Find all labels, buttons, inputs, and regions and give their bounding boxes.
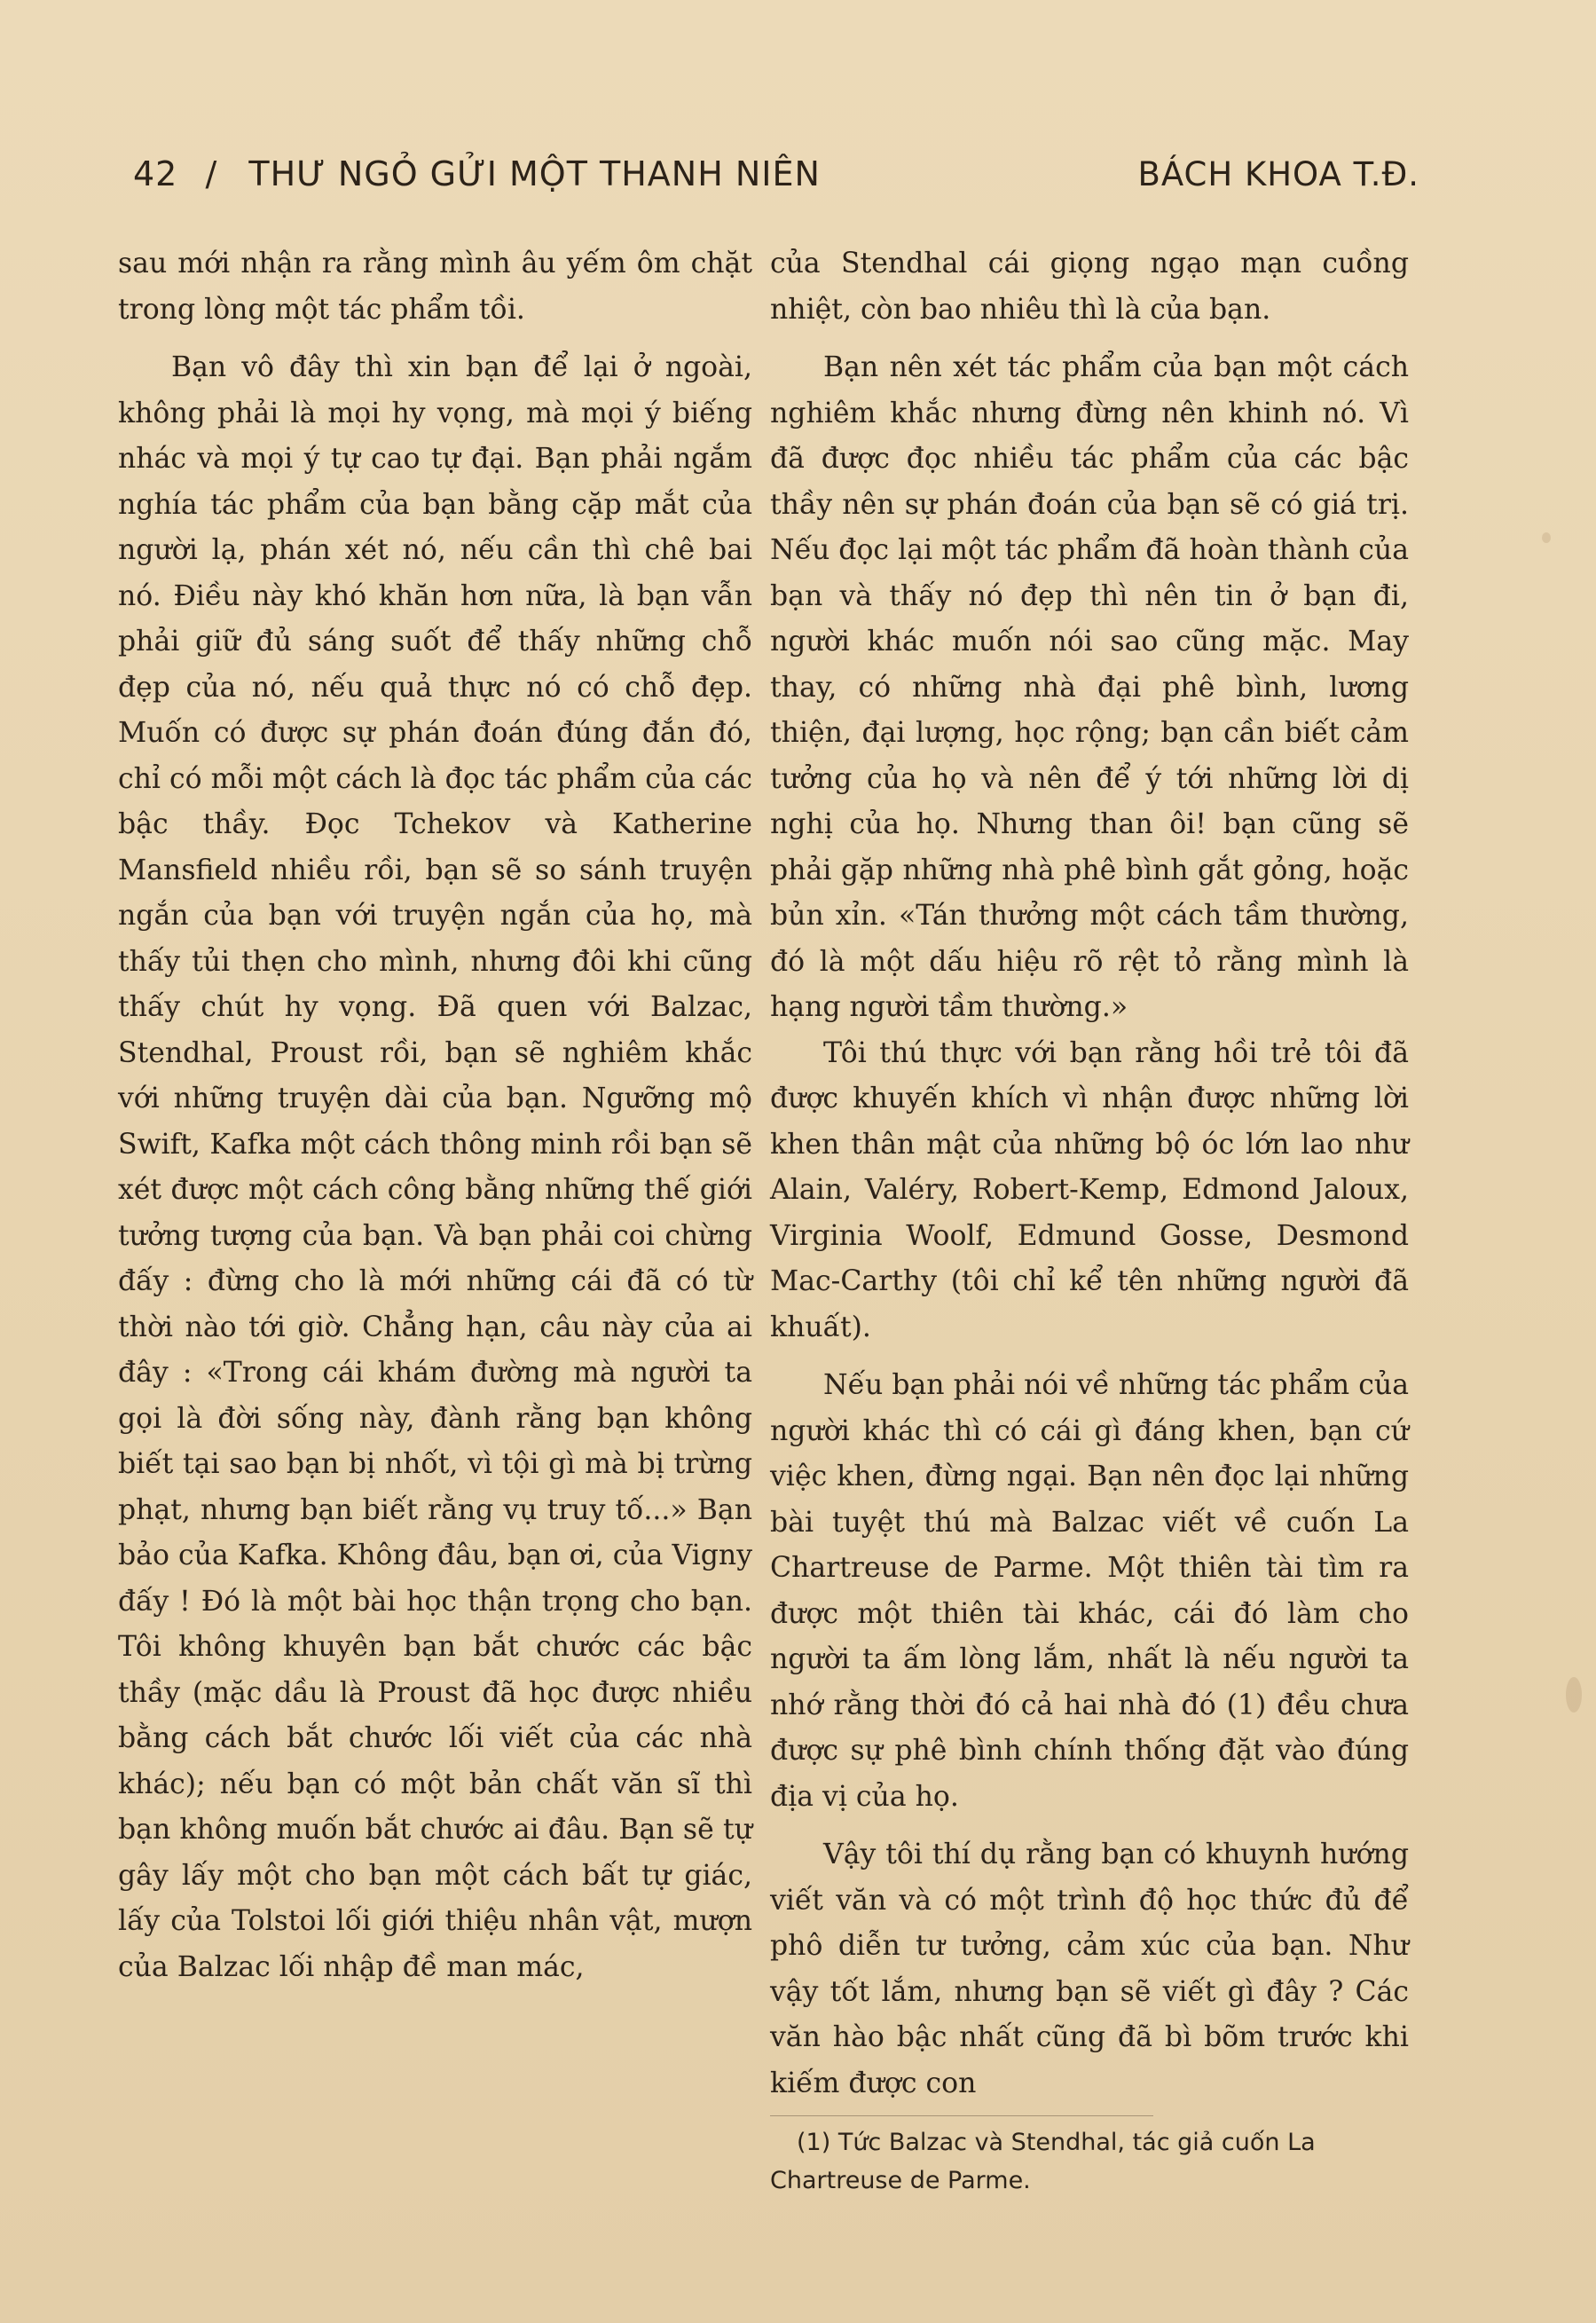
running-header <box>133 140 1419 193</box>
running-title: THƯ NGỎ GỬI MỘT THANH NIÊN <box>248 154 821 193</box>
paragraph: sau mới nhận ra rằng mình âu yếm ôm chặt trong lòng một tác phẩm tồi. <box>118 248 752 326</box>
page-number: 42 <box>133 154 178 193</box>
right-column <box>770 241 1409 2200</box>
paragraph: Nếu bạn phải nói về những tác phẩm của người khác thì có cái gì đáng khen, bạn cứ việc khen, đừng ngại. Bạn nên đọc lại những bài tuyệt thú mà Balzac viết về cuốn La Chartreuse de Parme. Một thiên tài tìm ra được một thiên tài khác, cái đó làm cho người ta ấm lòng lắm, nhất là nếu người ta nhớ rằng thời đó cả hai nhà đó (1) đều chưa được sự phê bình chính thống đặt vào đúng địa vị của họ. <box>770 1369 1409 1813</box>
paragraph: Bạn nên xét tác phẩm của bạn một cách nghiêm khắc nhưng đừng nên khinh nó. Vì đã được đọc nhiều tác phẩm của các bậc thầy nên sự phán đoán của bạn sẽ có giá trị. Nếu đọc lại một tác phẩm đã hoàn thành của bạn và thấy nó đẹp thì nên tin ở bạn đi, người khác muốn nói sao cũng mặc. May thay, có những nhà đại phê bình, lương thiện, đại lượng, học rộng; bạn cần biết cảm tưởng của họ và nên để ý tới những lời dị nghị của họ. Nhưng than ôi! bạn cũng sẽ phải gặp những nhà phê bình gắt gỏng, hoặc bủn xỉn. «Tán thưởng một cách tầm thường, đó là một dấu hiệu rõ rệt tỏ rằng mình là hạng người tầm thường.» <box>770 351 1409 1023</box>
paper-stain <box>1566 1677 1582 1713</box>
paragraph: của Stendhal cái giọng ngạo mạn cuồng nhiệt, còn bao nhiêu thì là của bạn. <box>770 248 1409 326</box>
left-column <box>118 241 752 1990</box>
header-left <box>133 154 821 193</box>
paper-stain <box>1542 532 1551 543</box>
paragraph: Tôi thú thực với bạn rằng hồi trẻ tôi đã được khuyến khích vì nhận được những lời khen thân mật của những bộ óc lớn lao như Alain, Valéry, Robert-Kemp, Edmond Jaloux, Virginia Woolf, Edmund Gosse, Desmond Mac-Carthy (tôi chỉ kể tên những người đã khuất). <box>770 1036 1409 1343</box>
paragraph: Vậy tôi thí dụ rằng bạn có khuynh hướng viết văn và có một trình độ học thức đủ để phô diễn tư tưởng, cảm xúc của bạn. Như vậy tốt lắm, nhưng bạn sẽ viết gì đây ? Các văn hào bậc nhất cũng đã bì bõm trước khi kiếm được con <box>770 1839 1409 2099</box>
footnote-divider <box>770 2115 1153 2116</box>
header-separator: / <box>205 154 218 193</box>
footnote: (1) Tức Balzac và Stendhal, tác giả cuốn La Chartreuse de Parme. <box>770 2129 1316 2194</box>
publication-name: BÁCH KHOA T.Đ. <box>1137 155 1419 193</box>
paragraph: Bạn vô đây thì xin bạn để lại ở ngoài, không phải là mọi hy vọng, mà mọi ý biếng nhác và mọi ý tự cao tự đại. Bạn phải ngắm nghía tác phẩm của bạn bằng cặp mắt của người lạ, phán xét nó, nếu cần thì chê bai nó. Điều này khó khăn hơn nữa, là bạn vẫn phải giữ đủ sáng suốt để thấy những chỗ đẹp của nó, nếu quả thực nó có chỗ đẹp. Muốn có được sự phán đoán đúng đắn đó, chỉ có mỗi một cách là đọc tác phẩm của các bậc thầy. Đọc Tchekov và Katherine Mansfield nhiều rồi, bạn sẽ so sánh truyện ngắn của bạn với truyện ngắn của họ, mà thấy tủi thẹn cho mình, nhưng đôi khi cũng thấy chút hy vọng. Đã quen với Balzac, Stendhal, Proust rồi, bạn sẽ nghiêm khắc với những truyện dài của bạn. Ngưỡng mộ Swift, Kafka một cách thông minh rồi bạn sẽ xét được một cách công bằng những thế giới tưởng tượng của bạn. Và bạn phải coi chừng đấy : đừng cho là mới những cái đã có từ thời nào tới giờ. Chẳng hạn, câu này của ai đây : «Trong cái khám đường mà người ta gọi là đời sống này, đành rằng bạn không biết tại sao bạn bị nhốt, vì tội gì mà bị trừng phạt, nhưng bạn biết rằng vụ truy tố...» Bạn bảo của Kafka. Không đâu, bạn ơi, của Vigny đấy ! Đó là một bài học thận trọng cho bạn. Tôi không khuyên bạn bắt chước các bậc thầy (mặc dầu là Proust đã học được nhiều bằng cách bắt chước lối viết của các nhà khác); nếu bạn có một bản chất văn sĩ thì bạn không muốn bắt chước ai đâu. Bạn sẽ tự gây lấy một cho bạn một cách bất tự giác, lấy của Tolstoi lối giới thiệu nhân vật, mượn của Balzac lối nhập đề man mác, <box>118 351 752 1983</box>
